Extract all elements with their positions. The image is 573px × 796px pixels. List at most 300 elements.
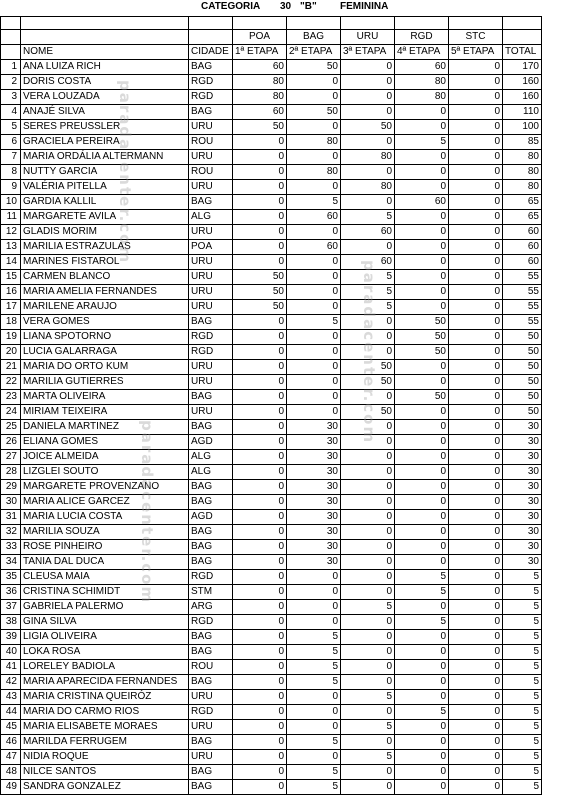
row-number: 33	[1, 540, 21, 555]
athlete-name: CRISTINA SCHIMIDT	[21, 585, 189, 600]
total-points: 110	[503, 105, 542, 120]
athlete-name: MARIA ELISABETE MORAES	[21, 720, 189, 735]
stage-3-points: 0	[341, 780, 395, 795]
stage-4-points: 0	[395, 240, 449, 255]
stage-1-points: 0	[233, 765, 287, 780]
total-points: 5	[503, 720, 542, 735]
stage-5-points: 0	[449, 675, 503, 690]
stage-2-points: 5	[287, 675, 341, 690]
header-stage-3: 3ª ETAPA	[341, 45, 395, 60]
stage-3-points: 5	[341, 750, 395, 765]
table-row	[1, 585, 542, 600]
stage-3-points: 0	[341, 705, 395, 720]
stage-2-points: 80	[287, 135, 341, 150]
athlete-name: MARGARETE AVILA	[21, 210, 189, 225]
stage-1-points: 0	[233, 195, 287, 210]
stage-3-points: 0	[341, 60, 395, 75]
stage-4-points: 0	[395, 555, 449, 570]
athlete-city: BAG	[189, 105, 233, 120]
athlete-name: LUCIA GALARRAGA	[21, 345, 189, 360]
stage-4-points: 0	[395, 525, 449, 540]
stage-4-points: 60	[395, 195, 449, 210]
athlete-name: GARDIA KALLIL	[21, 195, 189, 210]
stage-1-points: 0	[233, 450, 287, 465]
stage-5-points: 0	[449, 405, 503, 420]
athlete-city: RGD	[189, 330, 233, 345]
row-number: 8	[1, 165, 21, 180]
total-points: 50	[503, 375, 542, 390]
stage-1-points: 0	[233, 645, 287, 660]
stage-2-points: 0	[287, 720, 341, 735]
spacer-row	[1, 17, 542, 30]
stage-2-points: 0	[287, 150, 341, 165]
total-points: 170	[503, 60, 542, 75]
stage-city-1: POA	[233, 30, 287, 45]
stage-4-points: 0	[395, 600, 449, 615]
stage-4-points: 0	[395, 225, 449, 240]
athlete-city: BAG	[189, 735, 233, 750]
stage-3-points: 0	[341, 525, 395, 540]
athlete-city: BAG	[189, 675, 233, 690]
row-number: 45	[1, 720, 21, 735]
athlete-city: URU	[189, 690, 233, 705]
stage-2-points: 0	[287, 120, 341, 135]
stage-5-points: 0	[449, 195, 503, 210]
stage-2-points: 0	[287, 360, 341, 375]
stage-2-points: 5	[287, 315, 341, 330]
stage-3-points: 0	[341, 570, 395, 585]
stage-1-points: 60	[233, 105, 287, 120]
row-number: 38	[1, 615, 21, 630]
stage-5-points: 0	[449, 270, 503, 285]
total-points: 5	[503, 750, 542, 765]
total-points: 100	[503, 120, 542, 135]
athlete-name: LIZGLEI SOUTO	[21, 465, 189, 480]
table-row	[1, 150, 542, 165]
stage-2-points: 30	[287, 495, 341, 510]
stage-2-points: 80	[287, 165, 341, 180]
athlete-city: ROU	[189, 165, 233, 180]
total-points: 5	[503, 735, 542, 750]
athlete-name: MARIA ALICE GARCEZ	[21, 495, 189, 510]
row-number: 14	[1, 255, 21, 270]
stage-5-points: 0	[449, 420, 503, 435]
stage-4-points: 5	[395, 615, 449, 630]
row-number: 34	[1, 555, 21, 570]
stage-3-points: 5	[341, 600, 395, 615]
stage-5-points: 0	[449, 525, 503, 540]
stage-3-points: 0	[341, 450, 395, 465]
table-row	[1, 450, 542, 465]
stage-5-points: 0	[449, 150, 503, 165]
total-points: 30	[503, 495, 542, 510]
athlete-name: MARIA CRISTINA QUEIRÓZ	[21, 690, 189, 705]
athlete-city: STM	[189, 585, 233, 600]
athlete-city: BAG	[189, 780, 233, 795]
table-row	[1, 705, 542, 720]
stage-2-points: 30	[287, 525, 341, 540]
stage-1-points: 0	[233, 660, 287, 675]
athlete-name: GLADIS MORIM	[21, 225, 189, 240]
total-points: 30	[503, 540, 542, 555]
stage-5-points: 0	[449, 780, 503, 795]
total-points: 5	[503, 600, 542, 615]
stage-4-points: 50	[395, 390, 449, 405]
row-number: 5	[1, 120, 21, 135]
stage-4-points: 50	[395, 330, 449, 345]
athlete-city: ARG	[189, 600, 233, 615]
total-points: 50	[503, 360, 542, 375]
stage-2-points: 50	[287, 105, 341, 120]
athlete-name: SANDRA GONZALEZ	[21, 780, 189, 795]
athlete-city: ALG	[189, 210, 233, 225]
table-row	[1, 195, 542, 210]
stage-2-points: 30	[287, 435, 341, 450]
total-points: 5	[503, 780, 542, 795]
total-points: 5	[503, 645, 542, 660]
stage-4-points: 0	[395, 510, 449, 525]
stage-2-points: 0	[287, 330, 341, 345]
page-title	[0, 0, 573, 14]
stage-1-points: 0	[233, 345, 287, 360]
athlete-city: BAG	[189, 390, 233, 405]
table-row	[1, 630, 542, 645]
stage-2-points: 5	[287, 735, 341, 750]
stage-4-points: 0	[395, 435, 449, 450]
total-points: 50	[503, 330, 542, 345]
athlete-city: URU	[189, 150, 233, 165]
athlete-name: GRACIELA PEREIRA	[21, 135, 189, 150]
athlete-name: NUTTY GARCIA	[21, 165, 189, 180]
stage-5-points: 0	[449, 435, 503, 450]
stage-2-points: 0	[287, 270, 341, 285]
stage-1-points: 0	[233, 390, 287, 405]
stage-3-points: 60	[341, 225, 395, 240]
athlete-city: URU	[189, 225, 233, 240]
row-number: 20	[1, 345, 21, 360]
header-stage-1: 1ª ETAPA	[233, 45, 287, 60]
stage-5-points: 0	[449, 510, 503, 525]
total-points: 30	[503, 525, 542, 540]
stage-3-points: 0	[341, 765, 395, 780]
stage-5-points: 0	[449, 495, 503, 510]
total-points: 55	[503, 285, 542, 300]
stage-2-points: 5	[287, 195, 341, 210]
stage-5-points: 0	[449, 585, 503, 600]
stage-5-points: 0	[449, 165, 503, 180]
athlete-name: CLEUSA MAIA	[21, 570, 189, 585]
stage-5-points: 0	[449, 315, 503, 330]
total-points: 5	[503, 630, 542, 645]
stage-1-points: 0	[233, 405, 287, 420]
stage-5-points: 0	[449, 90, 503, 105]
stage-1-points: 0	[233, 615, 287, 630]
table-row	[1, 360, 542, 375]
table-row	[1, 105, 542, 120]
total-points: 5	[503, 585, 542, 600]
table-row	[1, 315, 542, 330]
athlete-name: MARILIA GUTIERRES	[21, 375, 189, 390]
athlete-city: BAG	[189, 195, 233, 210]
stage-4-points: 5	[395, 585, 449, 600]
athlete-name: DORIS COSTA	[21, 75, 189, 90]
stage-1-points: 0	[233, 555, 287, 570]
row-number: 24	[1, 405, 21, 420]
total-points: 5	[503, 660, 542, 675]
stage-1-points: 0	[233, 135, 287, 150]
header-stage-4: 4ª ETAPA	[395, 45, 449, 60]
athlete-name: SERES PREUSSLER	[21, 120, 189, 135]
total-points: 5	[503, 570, 542, 585]
stage-4-points: 0	[395, 660, 449, 675]
row-number: 40	[1, 645, 21, 660]
watermark: paradacenter.com	[116, 80, 134, 265]
stage-3-points: 50	[341, 405, 395, 420]
title-category-number: 30	[280, 1, 292, 12]
stage-5-points: 0	[449, 720, 503, 735]
table-row	[1, 495, 542, 510]
row-number: 16	[1, 285, 21, 300]
stage-5-points: 0	[449, 705, 503, 720]
stage-5-points: 0	[449, 690, 503, 705]
athlete-city: RGD	[189, 90, 233, 105]
athlete-name: MARIA LUCIA COSTA	[21, 510, 189, 525]
stage-3-points: 0	[341, 630, 395, 645]
total-points: 30	[503, 555, 542, 570]
stage-1-points: 50	[233, 120, 287, 135]
stage-4-points: 5	[395, 570, 449, 585]
row-number: 4	[1, 105, 21, 120]
stage-2-points: 0	[287, 600, 341, 615]
row-number: 3	[1, 90, 21, 105]
athlete-city: BAG	[189, 495, 233, 510]
total-points: 30	[503, 465, 542, 480]
stage-2-points: 0	[287, 570, 341, 585]
stage-4-points: 0	[395, 465, 449, 480]
row-number: 22	[1, 375, 21, 390]
stage-4-points: 0	[395, 375, 449, 390]
athlete-name: LOKA ROSA	[21, 645, 189, 660]
row-number: 6	[1, 135, 21, 150]
stage-1-points: 0	[233, 675, 287, 690]
total-points: 85	[503, 135, 542, 150]
athlete-name: NILCE SANTOS	[21, 765, 189, 780]
stage-4-points: 0	[395, 675, 449, 690]
stage-2-points: 5	[287, 645, 341, 660]
stage-city-3: URU	[341, 30, 395, 45]
row-number: 18	[1, 315, 21, 330]
stage-3-points: 0	[341, 165, 395, 180]
stage-1-points: 0	[233, 525, 287, 540]
stage-2-points: 30	[287, 465, 341, 480]
stage-1-points: 0	[233, 315, 287, 330]
total-points: 5	[503, 615, 542, 630]
table-row	[1, 555, 542, 570]
athlete-name: LIGIA OLIVEIRA	[21, 630, 189, 645]
athlete-city: URU	[189, 120, 233, 135]
athlete-name: MARILDA FERRUGEM	[21, 735, 189, 750]
table-row	[1, 570, 542, 585]
stage-3-points: 50	[341, 360, 395, 375]
total-points: 55	[503, 300, 542, 315]
stage-2-points: 30	[287, 555, 341, 570]
athlete-city: AGD	[189, 510, 233, 525]
row-number: 9	[1, 180, 21, 195]
stage-5-points: 0	[449, 750, 503, 765]
stage-5-points: 0	[449, 480, 503, 495]
table-row	[1, 90, 542, 105]
athlete-name: ANAJÉ SILVA	[21, 105, 189, 120]
stage-3-points: 5	[341, 270, 395, 285]
stage-5-points: 0	[449, 375, 503, 390]
athlete-name: MARILIA ESTRAZULAS	[21, 240, 189, 255]
table-row	[1, 120, 542, 135]
athlete-city: ROU	[189, 660, 233, 675]
total-points: 50	[503, 390, 542, 405]
athlete-city: URU	[189, 750, 233, 765]
stage-2-points: 0	[287, 615, 341, 630]
stage-1-points: 80	[233, 90, 287, 105]
total-points: 50	[503, 345, 542, 360]
row-number: 19	[1, 330, 21, 345]
row-number: 11	[1, 210, 21, 225]
table-row	[1, 600, 542, 615]
stage-3-points: 80	[341, 180, 395, 195]
athlete-name: MARILENE ARAUJO	[21, 300, 189, 315]
table-row	[1, 375, 542, 390]
total-points: 80	[503, 165, 542, 180]
total-points: 30	[503, 510, 542, 525]
header-name: NOME	[21, 45, 189, 60]
athlete-name: ELIANA GOMES	[21, 435, 189, 450]
row-number: 29	[1, 480, 21, 495]
stage-5-points: 0	[449, 180, 503, 195]
stage-4-points: 0	[395, 180, 449, 195]
total-points: 5	[503, 705, 542, 720]
athlete-city: POA	[189, 240, 233, 255]
stage-city-5: STC	[449, 30, 503, 45]
stage-1-points: 0	[233, 435, 287, 450]
stage-4-points: 0	[395, 780, 449, 795]
stage-1-points: 50	[233, 285, 287, 300]
stage-2-points: 30	[287, 510, 341, 525]
stage-2-points: 0	[287, 225, 341, 240]
stage-1-points: 0	[233, 150, 287, 165]
table-row	[1, 225, 542, 240]
athlete-name: JOICE ALMEIDA	[21, 450, 189, 465]
table-row	[1, 465, 542, 480]
stage-1-points: 0	[233, 540, 287, 555]
stage-1-points: 0	[233, 225, 287, 240]
athlete-name: GABRIELA PALERMO	[21, 600, 189, 615]
stage-3-points: 50	[341, 375, 395, 390]
stage-4-points: 0	[395, 165, 449, 180]
row-number: 23	[1, 390, 21, 405]
stage-4-points: 0	[395, 450, 449, 465]
stage-3-points: 80	[341, 150, 395, 165]
total-points: 60	[503, 225, 542, 240]
stage-4-points: 0	[395, 735, 449, 750]
row-number: 30	[1, 495, 21, 510]
stage-2-points: 0	[287, 585, 341, 600]
total-points: 30	[503, 420, 542, 435]
stage-2-points: 0	[287, 405, 341, 420]
stage-1-points: 0	[233, 600, 287, 615]
table-row	[1, 420, 542, 435]
header-city: CIDADE	[189, 45, 233, 60]
athlete-name: NIDIA ROQUE	[21, 750, 189, 765]
athlete-city: BAG	[189, 645, 233, 660]
stage-2-points: 60	[287, 210, 341, 225]
athlete-city: URU	[189, 180, 233, 195]
table-row	[1, 75, 542, 90]
stage-2-points: 30	[287, 480, 341, 495]
stage-3-points: 0	[341, 195, 395, 210]
stage-2-points: 0	[287, 300, 341, 315]
athlete-city: RGD	[189, 75, 233, 90]
stage-1-points: 0	[233, 255, 287, 270]
stage-3-points: 0	[341, 420, 395, 435]
athlete-city: URU	[189, 300, 233, 315]
athlete-city: URU	[189, 360, 233, 375]
athlete-city: ALG	[189, 465, 233, 480]
athlete-city: RGD	[189, 615, 233, 630]
row-number: 44	[1, 705, 21, 720]
row-number: 43	[1, 690, 21, 705]
total-points: 5	[503, 690, 542, 705]
athlete-city: URU	[189, 720, 233, 735]
row-number: 7	[1, 150, 21, 165]
athlete-name: LORELEY BADIOLA	[21, 660, 189, 675]
stage-2-points: 30	[287, 450, 341, 465]
title-category-label: CATEGORIA	[201, 1, 261, 12]
stage-2-points: 5	[287, 630, 341, 645]
athlete-name: VERA LOUZADA	[21, 90, 189, 105]
stage-1-points: 0	[233, 720, 287, 735]
total-points: 160	[503, 75, 542, 90]
athlete-name: MARIA APARECIDA FERNANDES	[21, 675, 189, 690]
stage-5-points: 0	[449, 630, 503, 645]
stage-5-points: 0	[449, 135, 503, 150]
stage-2-points: 0	[287, 390, 341, 405]
stage-4-points: 0	[395, 750, 449, 765]
stage-2-points: 0	[287, 255, 341, 270]
stage-1-points: 0	[233, 630, 287, 645]
total-points: 65	[503, 195, 542, 210]
stage-2-points: 0	[287, 285, 341, 300]
athlete-city: BAG	[189, 525, 233, 540]
stage-2-points: 5	[287, 780, 341, 795]
stage-3-points: 0	[341, 555, 395, 570]
athlete-name: MARTA OLIVEIRA	[21, 390, 189, 405]
stage-1-points: 0	[233, 480, 287, 495]
stage-4-points: 0	[395, 150, 449, 165]
stage-4-points: 50	[395, 345, 449, 360]
stage-3-points: 0	[341, 135, 395, 150]
stage-1-points: 0	[233, 585, 287, 600]
stage-3-points: 0	[341, 615, 395, 630]
stage-2-points: 5	[287, 660, 341, 675]
total-points: 55	[503, 315, 542, 330]
total-points: 5	[503, 765, 542, 780]
table-row	[1, 240, 542, 255]
stage-4-points: 80	[395, 90, 449, 105]
table-row	[1, 390, 542, 405]
stage-5-points: 0	[449, 570, 503, 585]
watermark: paradacenter.com	[138, 420, 156, 605]
stage-1-points: 0	[233, 360, 287, 375]
title-category-gender: FEMININA	[340, 1, 389, 12]
